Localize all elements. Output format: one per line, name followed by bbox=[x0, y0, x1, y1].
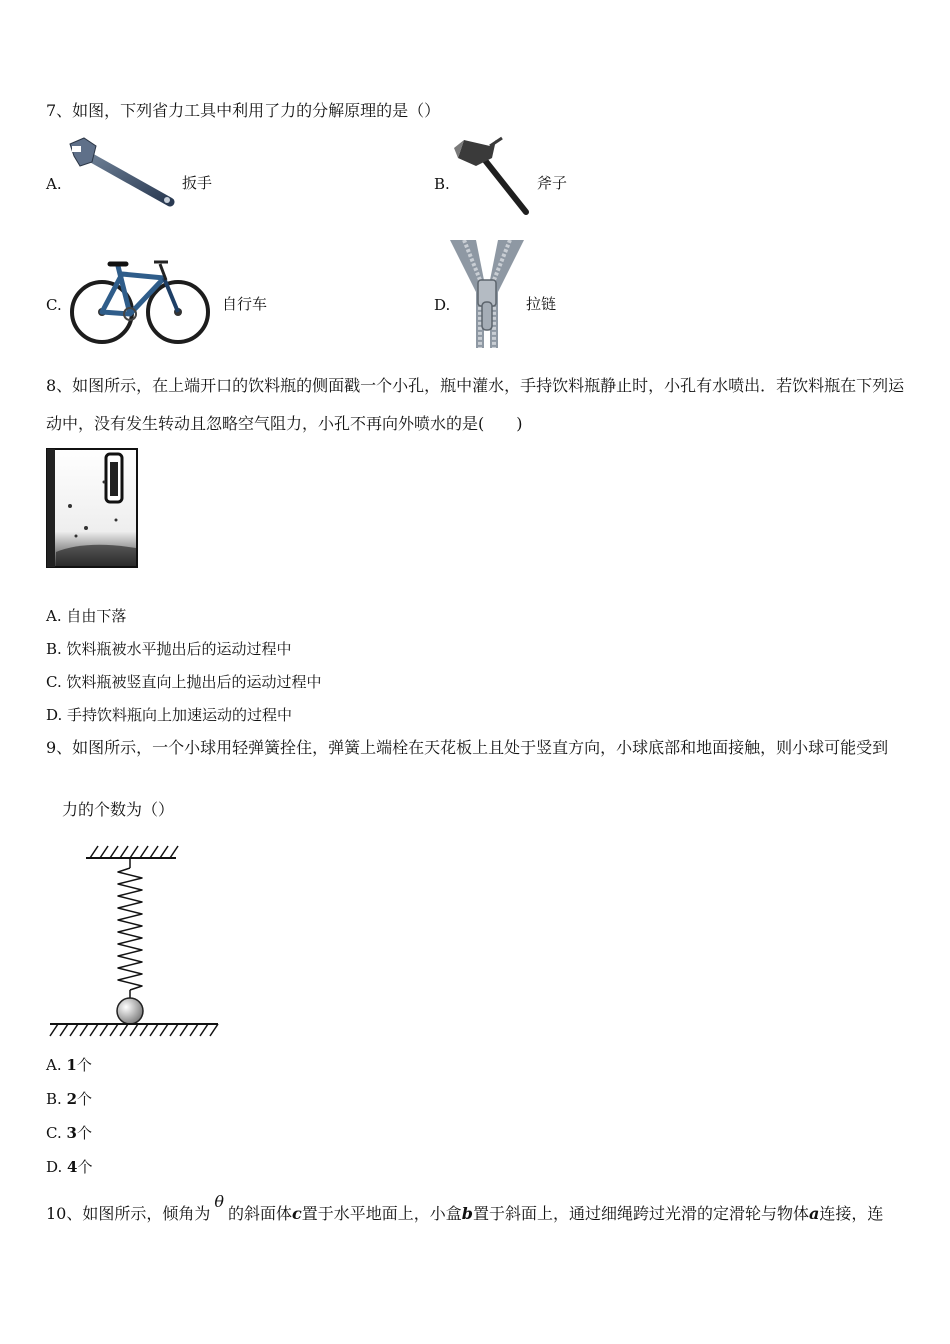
q7-option-b-letter: B. bbox=[434, 175, 450, 193]
q9-option-c bbox=[46, 1123, 92, 1143]
var-b: b bbox=[461, 1204, 473, 1223]
q9-option-b-letter: B. bbox=[46, 1090, 62, 1108]
q7-option-d-label: 拉链 bbox=[526, 295, 557, 313]
q9-option-a-letter: A. bbox=[46, 1056, 62, 1074]
q9-option-b-unit: 个 bbox=[77, 1090, 93, 1108]
q8-stem-line1: 8、如图所示，在上端开口的饮料瓶的侧面戳一个小孔，瓶中灌水，手持饮料瓶静止时，小孔有水喷出．若饮料瓶在下列运 bbox=[46, 376, 905, 395]
q9-option-c-unit: 个 bbox=[76, 1124, 92, 1142]
q9-stem-line1: 9、如图所示，一个小球用轻弹簧拴住，弹簧上端栓在天花板上且处于竖直方向，小球底部和地面接触，则小球可能受到 bbox=[46, 738, 889, 757]
q8-option-d: D. 手持饮料瓶向上加速运动的过程中 bbox=[46, 706, 293, 724]
q10-text-1: 10、如图所示，倾角为 bbox=[46, 1204, 211, 1223]
q9-option-c-num: 3 bbox=[66, 1124, 77, 1142]
q9-stem-line2: 力的个数为（） bbox=[62, 800, 175, 819]
q9-option-d bbox=[46, 1157, 93, 1177]
q9-option-d-letter: D. bbox=[46, 1158, 63, 1176]
q10-text-2: 的斜面体 bbox=[228, 1204, 293, 1223]
bicycle-image bbox=[68, 252, 212, 346]
zipper-image bbox=[450, 240, 524, 348]
q7-stem: 7、如图，下列省力工具中利用了力的分解原理的是（） bbox=[46, 101, 441, 120]
q9-option-d-unit: 个 bbox=[77, 1158, 93, 1176]
q7-option-a-letter: A. bbox=[46, 175, 62, 193]
q10-text-3: 置于水平地面上，小盒 bbox=[301, 1204, 462, 1223]
q9-option-a bbox=[46, 1055, 92, 1075]
q8-option-a: A. 自由下落 bbox=[46, 607, 127, 625]
q9-option-c-letter: C. bbox=[46, 1124, 62, 1142]
bottle-photo bbox=[46, 448, 138, 568]
axe-image bbox=[450, 136, 534, 218]
q10-stem bbox=[46, 1192, 884, 1224]
q8-option-c: C. 饮料瓶被竖直向上抛出后的运动过程中 bbox=[46, 673, 322, 691]
wrench-image bbox=[66, 136, 178, 216]
q7-option-c-letter: C. bbox=[46, 296, 62, 314]
q9-option-a-unit: 个 bbox=[76, 1056, 92, 1074]
q9-option-d-num: 4 bbox=[67, 1158, 78, 1176]
q8-stem-line2: 动中，没有发生转动且忽略空气阻力，小孔不再向外喷水的是( ) bbox=[46, 414, 523, 433]
q9-option-b bbox=[46, 1089, 92, 1109]
q9-option-b-num: 2 bbox=[66, 1090, 78, 1108]
theta-symbol: θ bbox=[214, 1192, 225, 1211]
q7-option-b-label: 斧子 bbox=[537, 174, 568, 192]
q9-option-a-num: 1 bbox=[66, 1056, 77, 1074]
q8-option-b: B. 饮料瓶被水平抛出后的运动过程中 bbox=[46, 640, 292, 658]
spring-ball-diagram bbox=[46, 842, 226, 1042]
q7-option-d-letter: D. bbox=[434, 296, 451, 314]
q7-option-c-label: 自行车 bbox=[222, 295, 268, 313]
q7-option-a-label: 扳手 bbox=[182, 174, 213, 192]
q10-text-5: 连接，连 bbox=[819, 1204, 884, 1223]
q10-text-4: 置于斜面上，通过细绳跨过光滑的定滑轮与物体 bbox=[472, 1204, 809, 1223]
var-a: a bbox=[809, 1204, 820, 1223]
var-c: c bbox=[292, 1204, 302, 1223]
